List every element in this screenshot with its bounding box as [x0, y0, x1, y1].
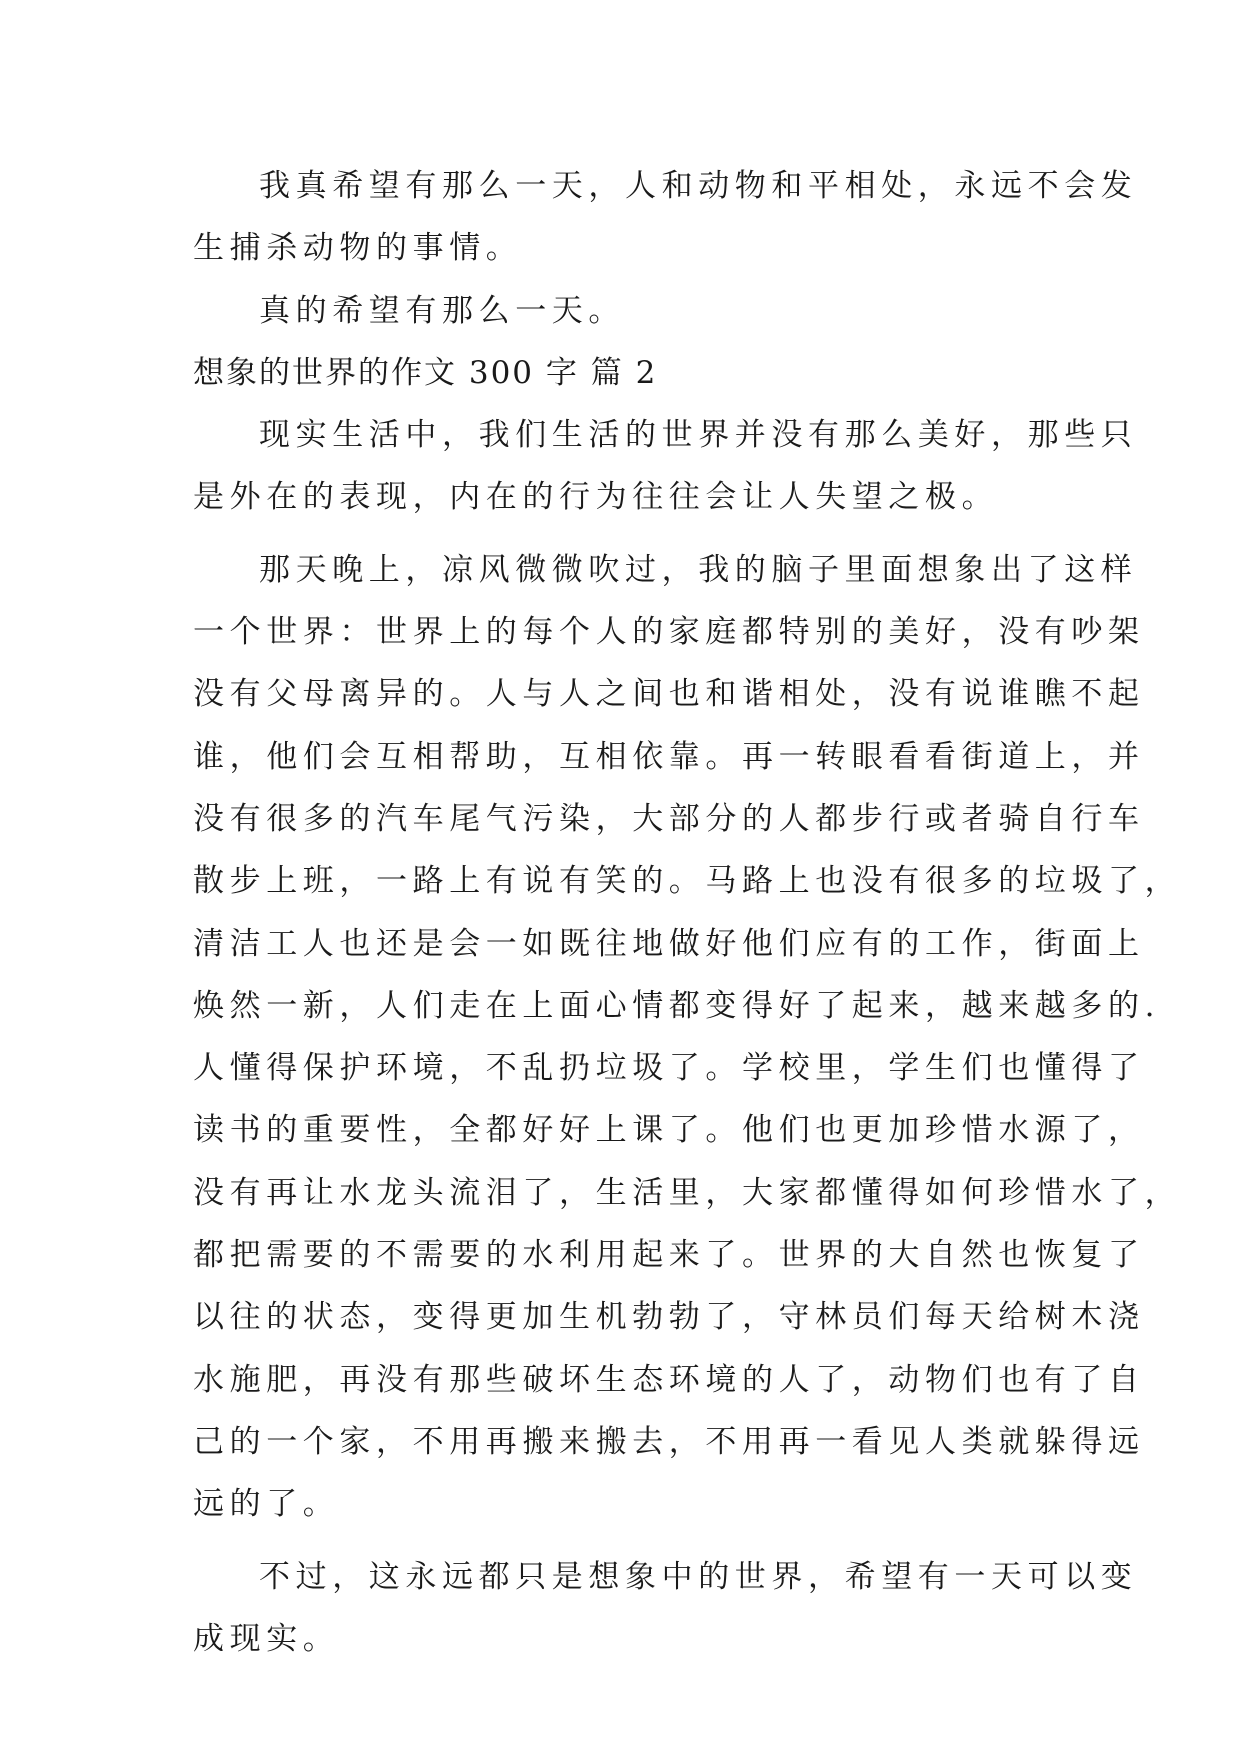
section-heading: 想象的世界的作文 300 字 篇 2: [193, 354, 658, 391]
paragraph-line: 成现实。: [193, 1620, 340, 1657]
paragraph-line: 生捕杀动物的事情。: [193, 230, 523, 267]
paragraph-line: 都把需要的不需要的水利用起来了。世界的大自然也恢复了: [193, 1237, 1145, 1274]
document-page: [193, 155, 1182, 1670]
paragraph-line: 读书的重要性，全都好好上课了。他们也更加珍惜水源了，: [193, 1112, 1145, 1149]
paragraph: [193, 539, 1182, 1536]
paragraph-line: 没有父母离异的。人与人之间也和谐相处，没有说谁瞧不起: [193, 676, 1145, 713]
paragraph-line: 焕然一新，人们走在上面心情都变得好了起来，越来越多的.: [193, 987, 1161, 1024]
paragraph-line: 没有再让水龙头流泪了，生活里，大家都懂得如何珍惜水了，: [193, 1174, 1182, 1211]
paragraph-line: 以往的状态，变得更加生机勃勃了，守林员们每天给树木浇: [193, 1299, 1145, 1336]
paragraph: [193, 404, 1138, 529]
paragraph-line: 我真希望有那么一天，人和动物和平相处，永远不会发: [259, 168, 1138, 204]
paragraph-line: 谁，他们会互相帮助，互相依靠。再一转眼看看街道上，并: [193, 738, 1145, 775]
paragraph-line: 水施肥，再没有那些破坏生态环境的人了，动物们也有了自: [193, 1361, 1145, 1398]
paragraph-line: 真的希望有那么一天。: [259, 292, 625, 329]
paragraph-line: 那天晚上，凉风微微吹过，我的脑子里面想象出了这样: [259, 551, 1138, 588]
paragraph-line: 是外在的表现，内在的行为往往会让人失望之极。: [193, 479, 999, 516]
paragraph: [193, 1546, 1138, 1671]
paragraph-line: 清洁工人也还是会一如既往地做好他们应有的工作，街面上: [193, 925, 1145, 962]
paragraph: [193, 155, 1138, 280]
paragraph-line: 远的了。: [193, 1486, 340, 1523]
paragraph-line: 己的一个家，不用再搬来搬去，不用再一看见人类就躲得远: [193, 1423, 1145, 1460]
paragraph-line: 不过，这永远都只是想象中的世界，希望有一天可以变: [259, 1558, 1138, 1595]
paragraph: [193, 280, 1053, 342]
paragraph-line: 现实生活中，我们生活的世界并没有那么美好，那些只: [259, 417, 1138, 454]
paragraph-line: 散步上班，一路上有说有笑的。马路上也没有很多的垃圾了，: [193, 863, 1182, 900]
paragraph-gap: [193, 529, 1053, 539]
paragraph-line: 人懂得保护环境，不乱扔垃圾了。学校里，学生们也懂得了: [193, 1050, 1145, 1087]
paragraph-line: 一个世界：世界上的每个人的家庭都特别的美好，没有吵架: [193, 614, 1145, 651]
paragraph-line: 没有很多的汽车尾气污染，大部分的人都步行或者骑自行车: [193, 800, 1145, 837]
paragraph-gap: [193, 1536, 1053, 1546]
